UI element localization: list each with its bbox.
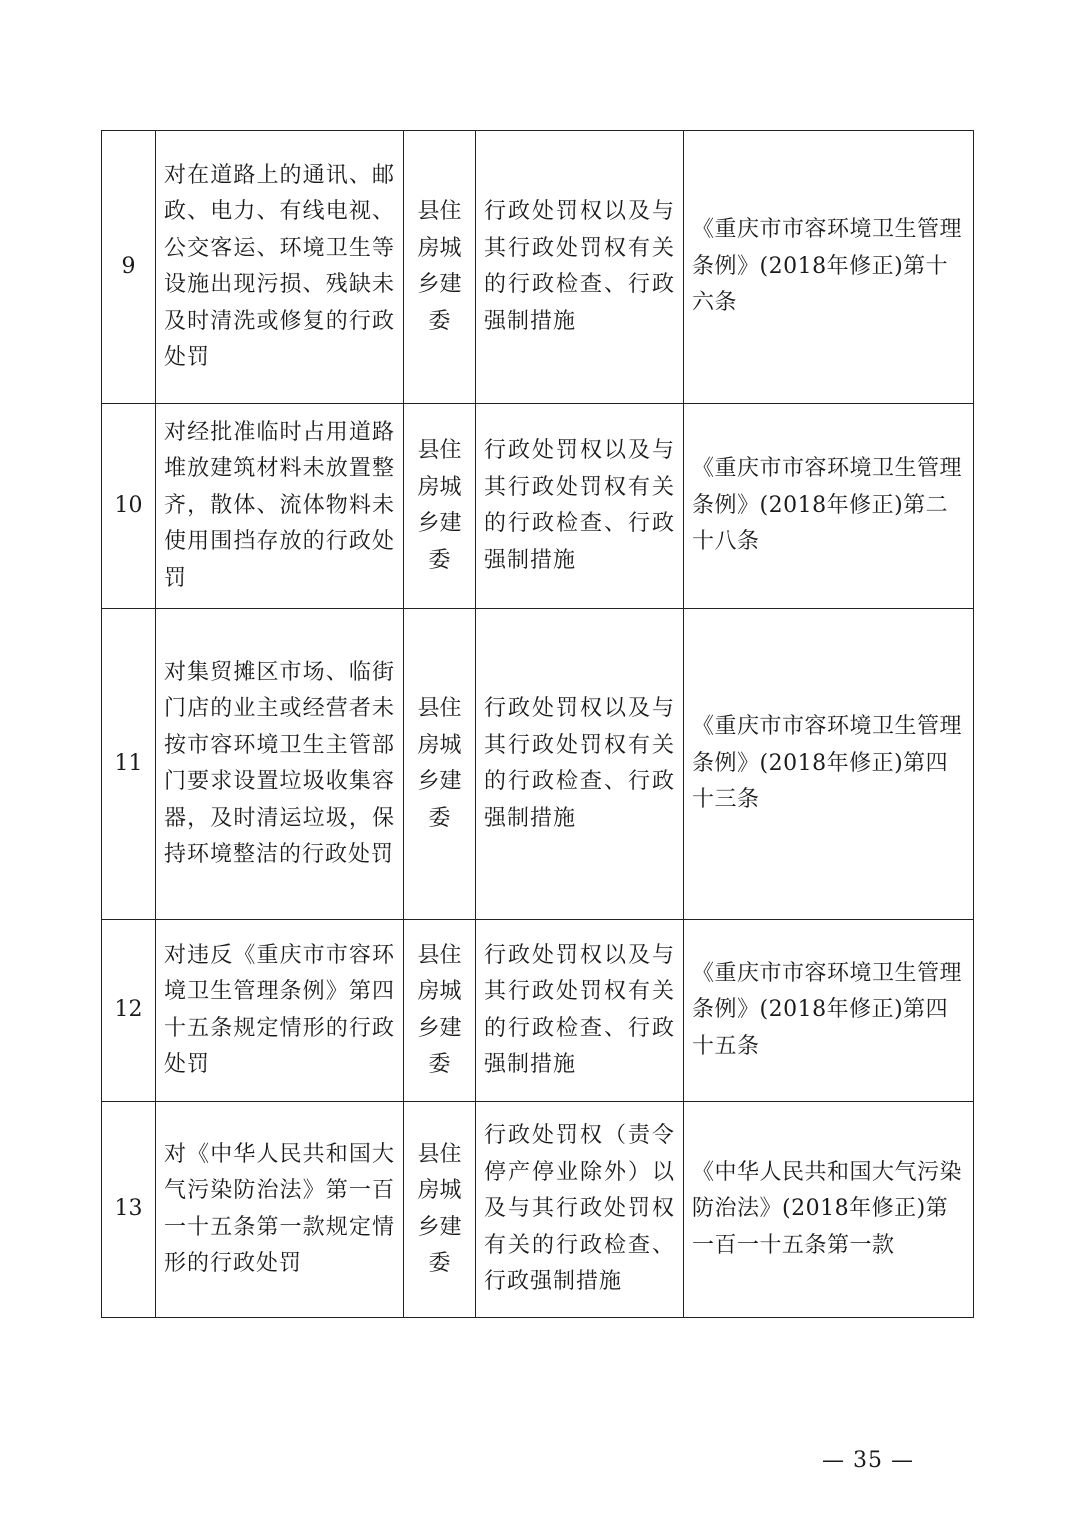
table-row bbox=[102, 131, 974, 404]
table-row bbox=[102, 1102, 974, 1318]
row-number: 11 bbox=[102, 609, 156, 920]
row-number: 10 bbox=[102, 404, 156, 609]
department: 县住房城乡建委 bbox=[404, 920, 476, 1102]
authority-scope: 行政处罚权（责令停产停业除外）以及与其行政处罚权有关的行政检查、行政强制措施 bbox=[476, 1102, 684, 1318]
row-number: 12 bbox=[102, 920, 156, 1102]
item-description: 对违反《重庆市市容环境卫生管理条例》第四十五条规定情形的行政处罚 bbox=[156, 920, 404, 1102]
authority-scope: 行政处罚权以及与其行政处罚权有关的行政检查、行政强制措施 bbox=[476, 609, 684, 920]
authority-table bbox=[101, 130, 974, 1318]
authority-scope: 行政处罚权以及与其行政处罚权有关的行政检查、行政强制措施 bbox=[476, 920, 684, 1102]
item-description: 对经批准临时占用道路堆放建筑材料未放置整齐，散体、流体物料未使用围挡存放的行政处罚 bbox=[156, 404, 404, 609]
item-description: 对在道路上的通讯、邮政、电力、有线电视、公交客运、环境卫生等设施出现污损、残缺未及时清洗或修复的行政处罚 bbox=[156, 131, 404, 404]
legal-basis: 《重庆市市容环境卫生管理条例》(2018年修正)第四十五条 bbox=[684, 920, 974, 1102]
legal-basis: 《重庆市市容环境卫生管理条例》(2018年修正)第四十三条 bbox=[684, 609, 974, 920]
item-description: 对《中华人民共和国大气污染防治法》第一百一十五条第一款规定情形的行政处罚 bbox=[156, 1102, 404, 1318]
department: 县住房城乡建委 bbox=[404, 404, 476, 609]
table-row bbox=[102, 609, 974, 920]
row-number: 13 bbox=[102, 1102, 156, 1318]
item-description: 对集贸摊区市场、临街门店的业主或经营者未按市容环境卫生主管部门要求设置垃圾收集容器，及时清运垃圾，保持环境整洁的行政处罚 bbox=[156, 609, 404, 920]
legal-basis: 《重庆市市容环境卫生管理条例》(2018年修正)第十六条 bbox=[684, 131, 974, 404]
authority-scope: 行政处罚权以及与其行政处罚权有关的行政检查、行政强制措施 bbox=[476, 404, 684, 609]
table-row bbox=[102, 920, 974, 1102]
department: 县住房城乡建委 bbox=[404, 131, 476, 404]
row-number: 9 bbox=[102, 131, 156, 404]
legal-basis: 《中华人民共和国大气污染防治法》(2018年修正)第一百一十五条第一款 bbox=[684, 1102, 974, 1318]
department: 县住房城乡建委 bbox=[404, 1102, 476, 1318]
page-number: — 35 — bbox=[822, 1448, 914, 1473]
authority-scope: 行政处罚权以及与其行政处罚权有关的行政检查、行政强制措施 bbox=[476, 131, 684, 404]
department: 县住房城乡建委 bbox=[404, 609, 476, 920]
table-row bbox=[102, 404, 974, 609]
legal-basis: 《重庆市市容环境卫生管理条例》(2018年修正)第二十八条 bbox=[684, 404, 974, 609]
